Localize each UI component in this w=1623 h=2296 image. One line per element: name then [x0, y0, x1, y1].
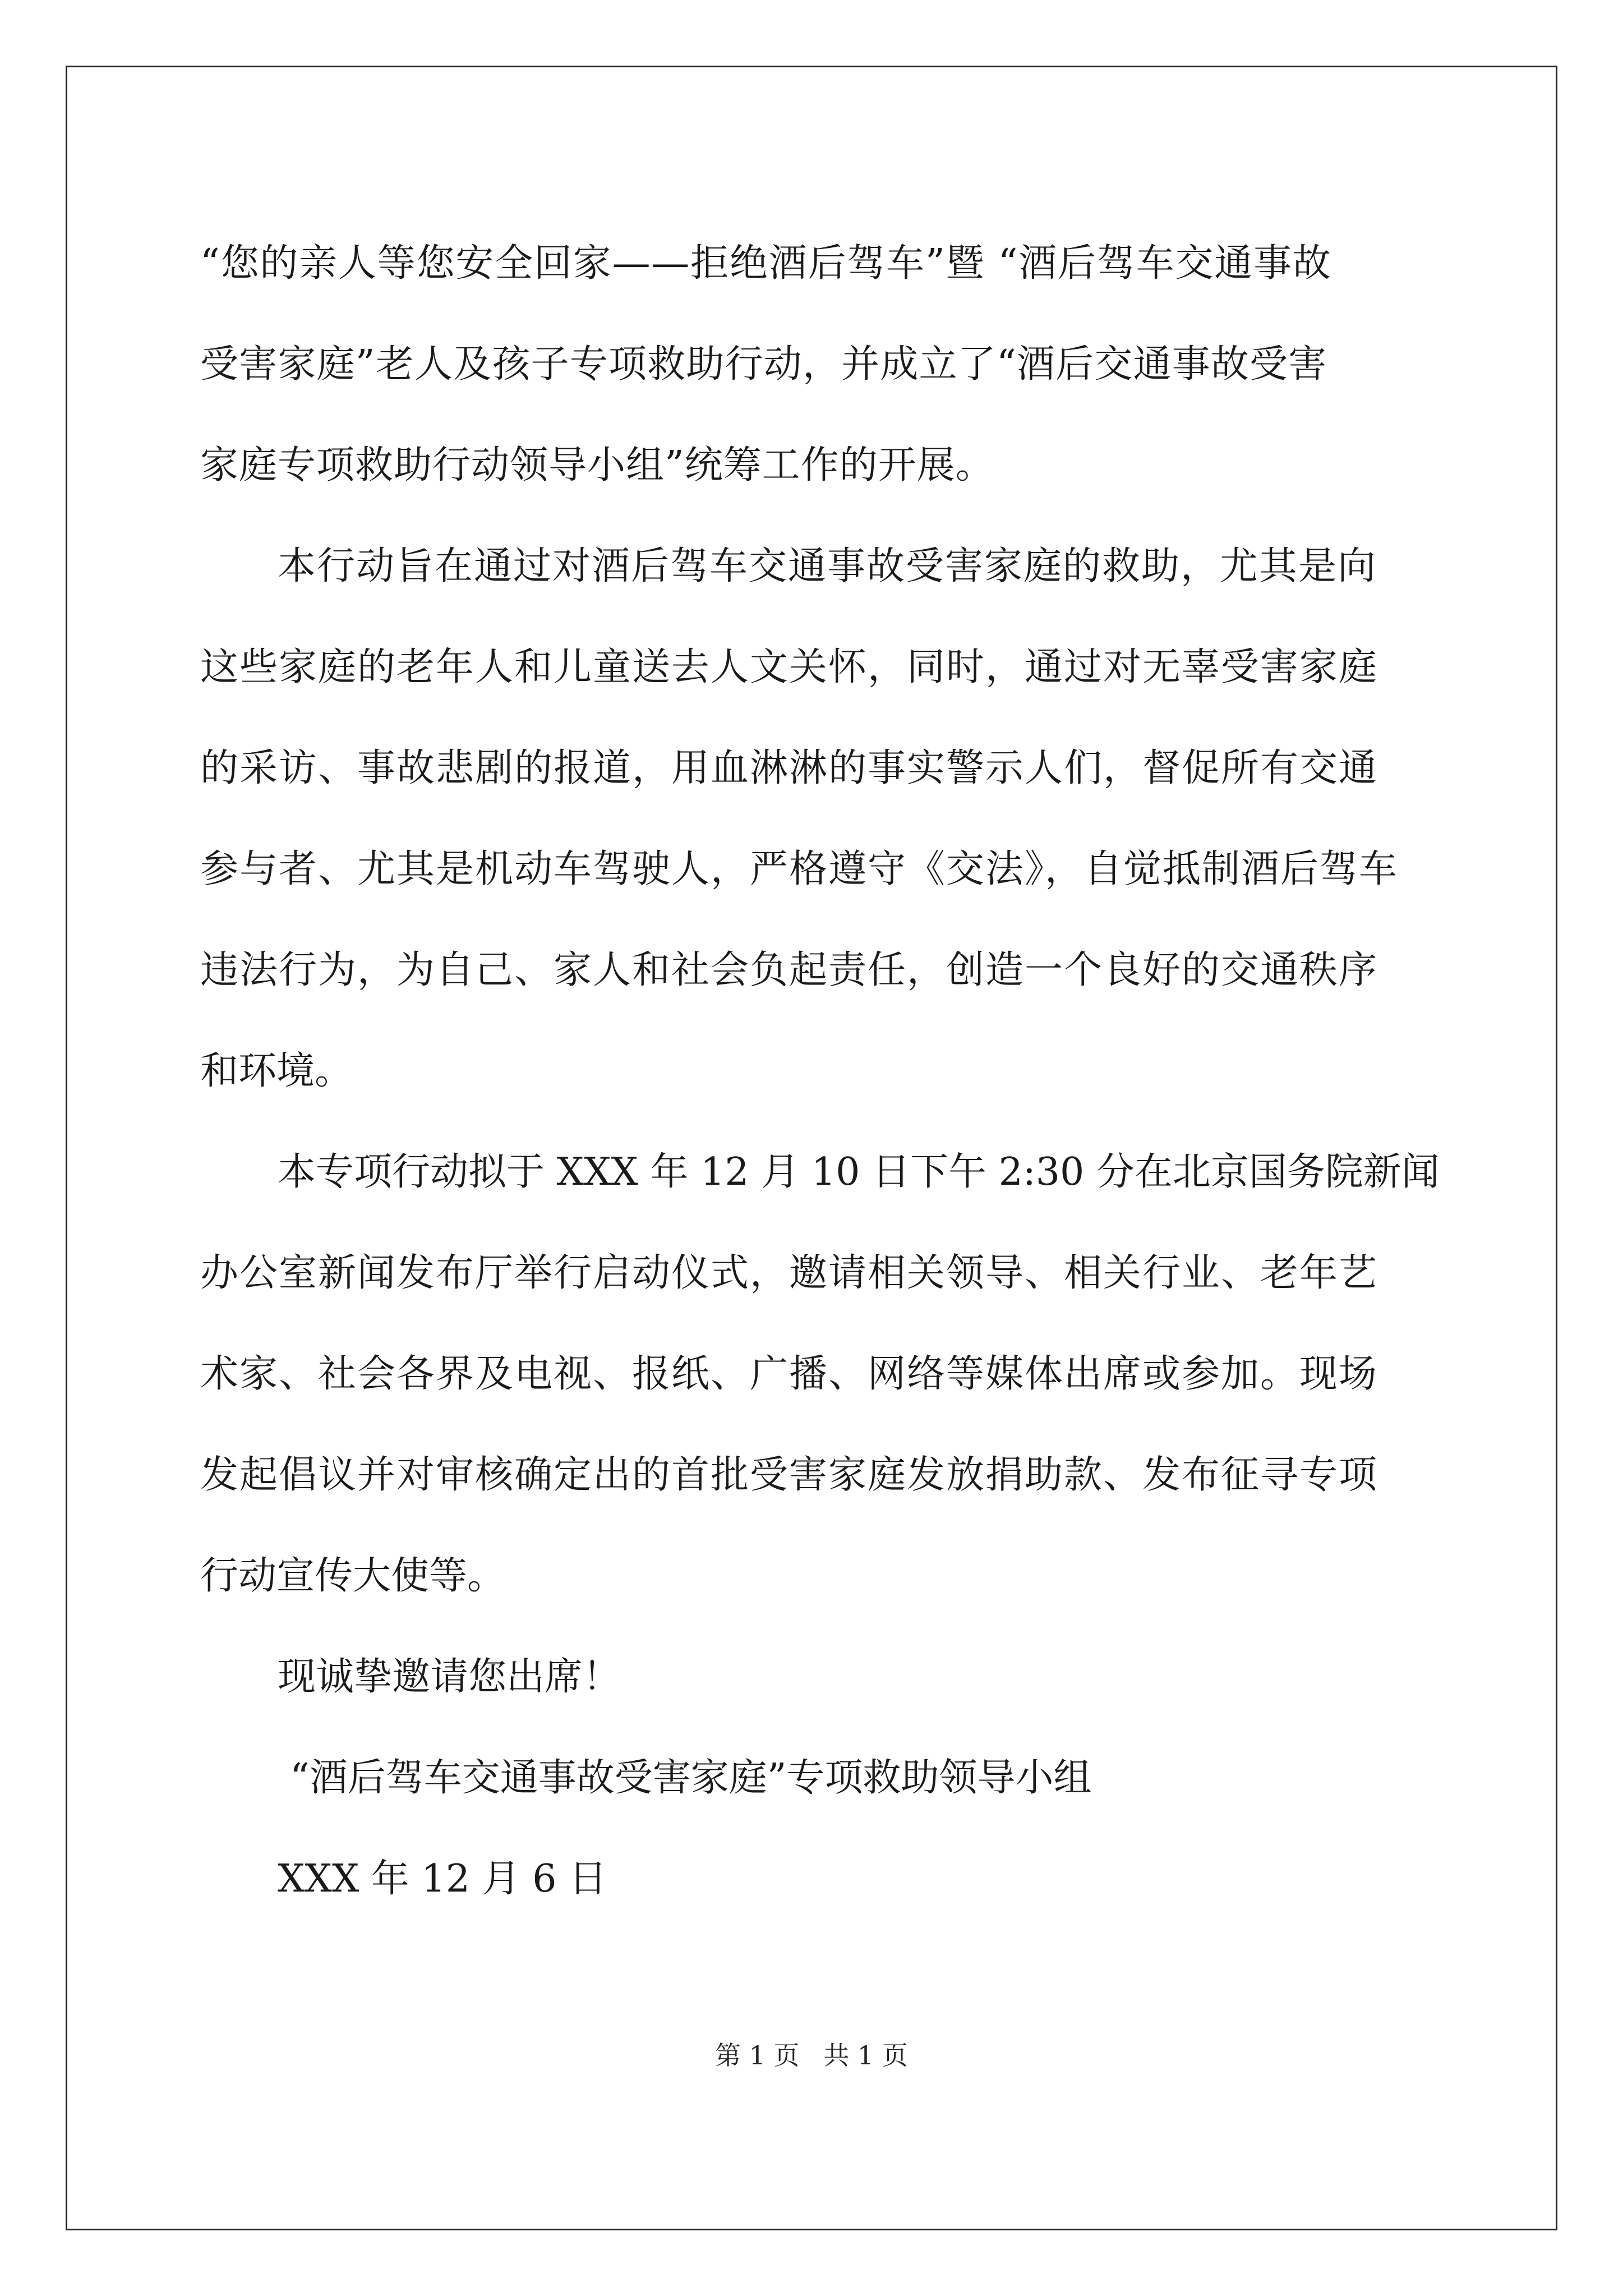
text-line: “您的亲人等您安全回家——拒绝酒后驾车”暨 “酒后驾车交通事故 — [200, 241, 1332, 286]
text-line: 本专项行动拟于 XXX 年 12 月 10 日下午 2:30 分在北京国务院新闻 — [278, 1150, 1440, 1194]
text-line: 家庭专项救助行动领导小组”统筹工作的开展。 — [200, 443, 994, 487]
text-line: 行动宣传大使等。 — [200, 1554, 506, 1598]
text-line: 违法行为，为自己、家人和社会负起责任，创造一个良好的交通秩序 — [200, 948, 1378, 992]
paragraph-3 — [200, 1122, 1440, 1627]
text-line: 的采访、事故悲剧的报道，用血淋淋的事实警示人们，督促所有交通 — [200, 746, 1378, 790]
document-body — [200, 213, 1440, 1930]
invitation-line: 现诚挚邀请您出席！ — [278, 1655, 621, 1699]
date-line: XXX 年 12 月 6 日 — [278, 1857, 607, 1901]
text-line: 和环境。 — [200, 1049, 353, 1093]
page-total: 共 1 页 — [823, 2040, 908, 2070]
text-line: 这些家庭的老年人和儿童送去人文关怀，同时，通过对无辜受害家庭 — [200, 645, 1378, 689]
page-footer — [0, 2035, 1623, 2072]
signature-line: “酒后驾车交通事故受害家庭”专项救助领导小组 — [290, 1756, 1092, 1800]
text-line: 术家、社会各界及电视、报纸、广播、网络等媒体出席或参加。现场 — [200, 1352, 1378, 1396]
text-line: 受害家庭”老人及孩子专项救助行动，并成立了“酒后交通事故受害 — [200, 342, 1327, 386]
text-line: 本行动旨在通过对酒后驾车交通事故受害家庭的救助，尤其是向 — [278, 544, 1377, 588]
paragraph-2 — [200, 516, 1423, 1122]
text-line: 发起倡议并对审核确定出的首批受害家庭发放捐助款、发布征寻专项 — [200, 1453, 1378, 1497]
paragraph-1 — [200, 213, 1423, 516]
text-line: 办公室新闻发布厅举行启动仪式，邀请相关领导、相关行业、老年艺 — [200, 1251, 1378, 1295]
page-number: 第 1 页 — [715, 2040, 800, 2070]
text-line: 参与者、尤其是机动车驾驶人，严格遵守《交法》，自觉抵制酒后驾车 — [200, 847, 1399, 891]
